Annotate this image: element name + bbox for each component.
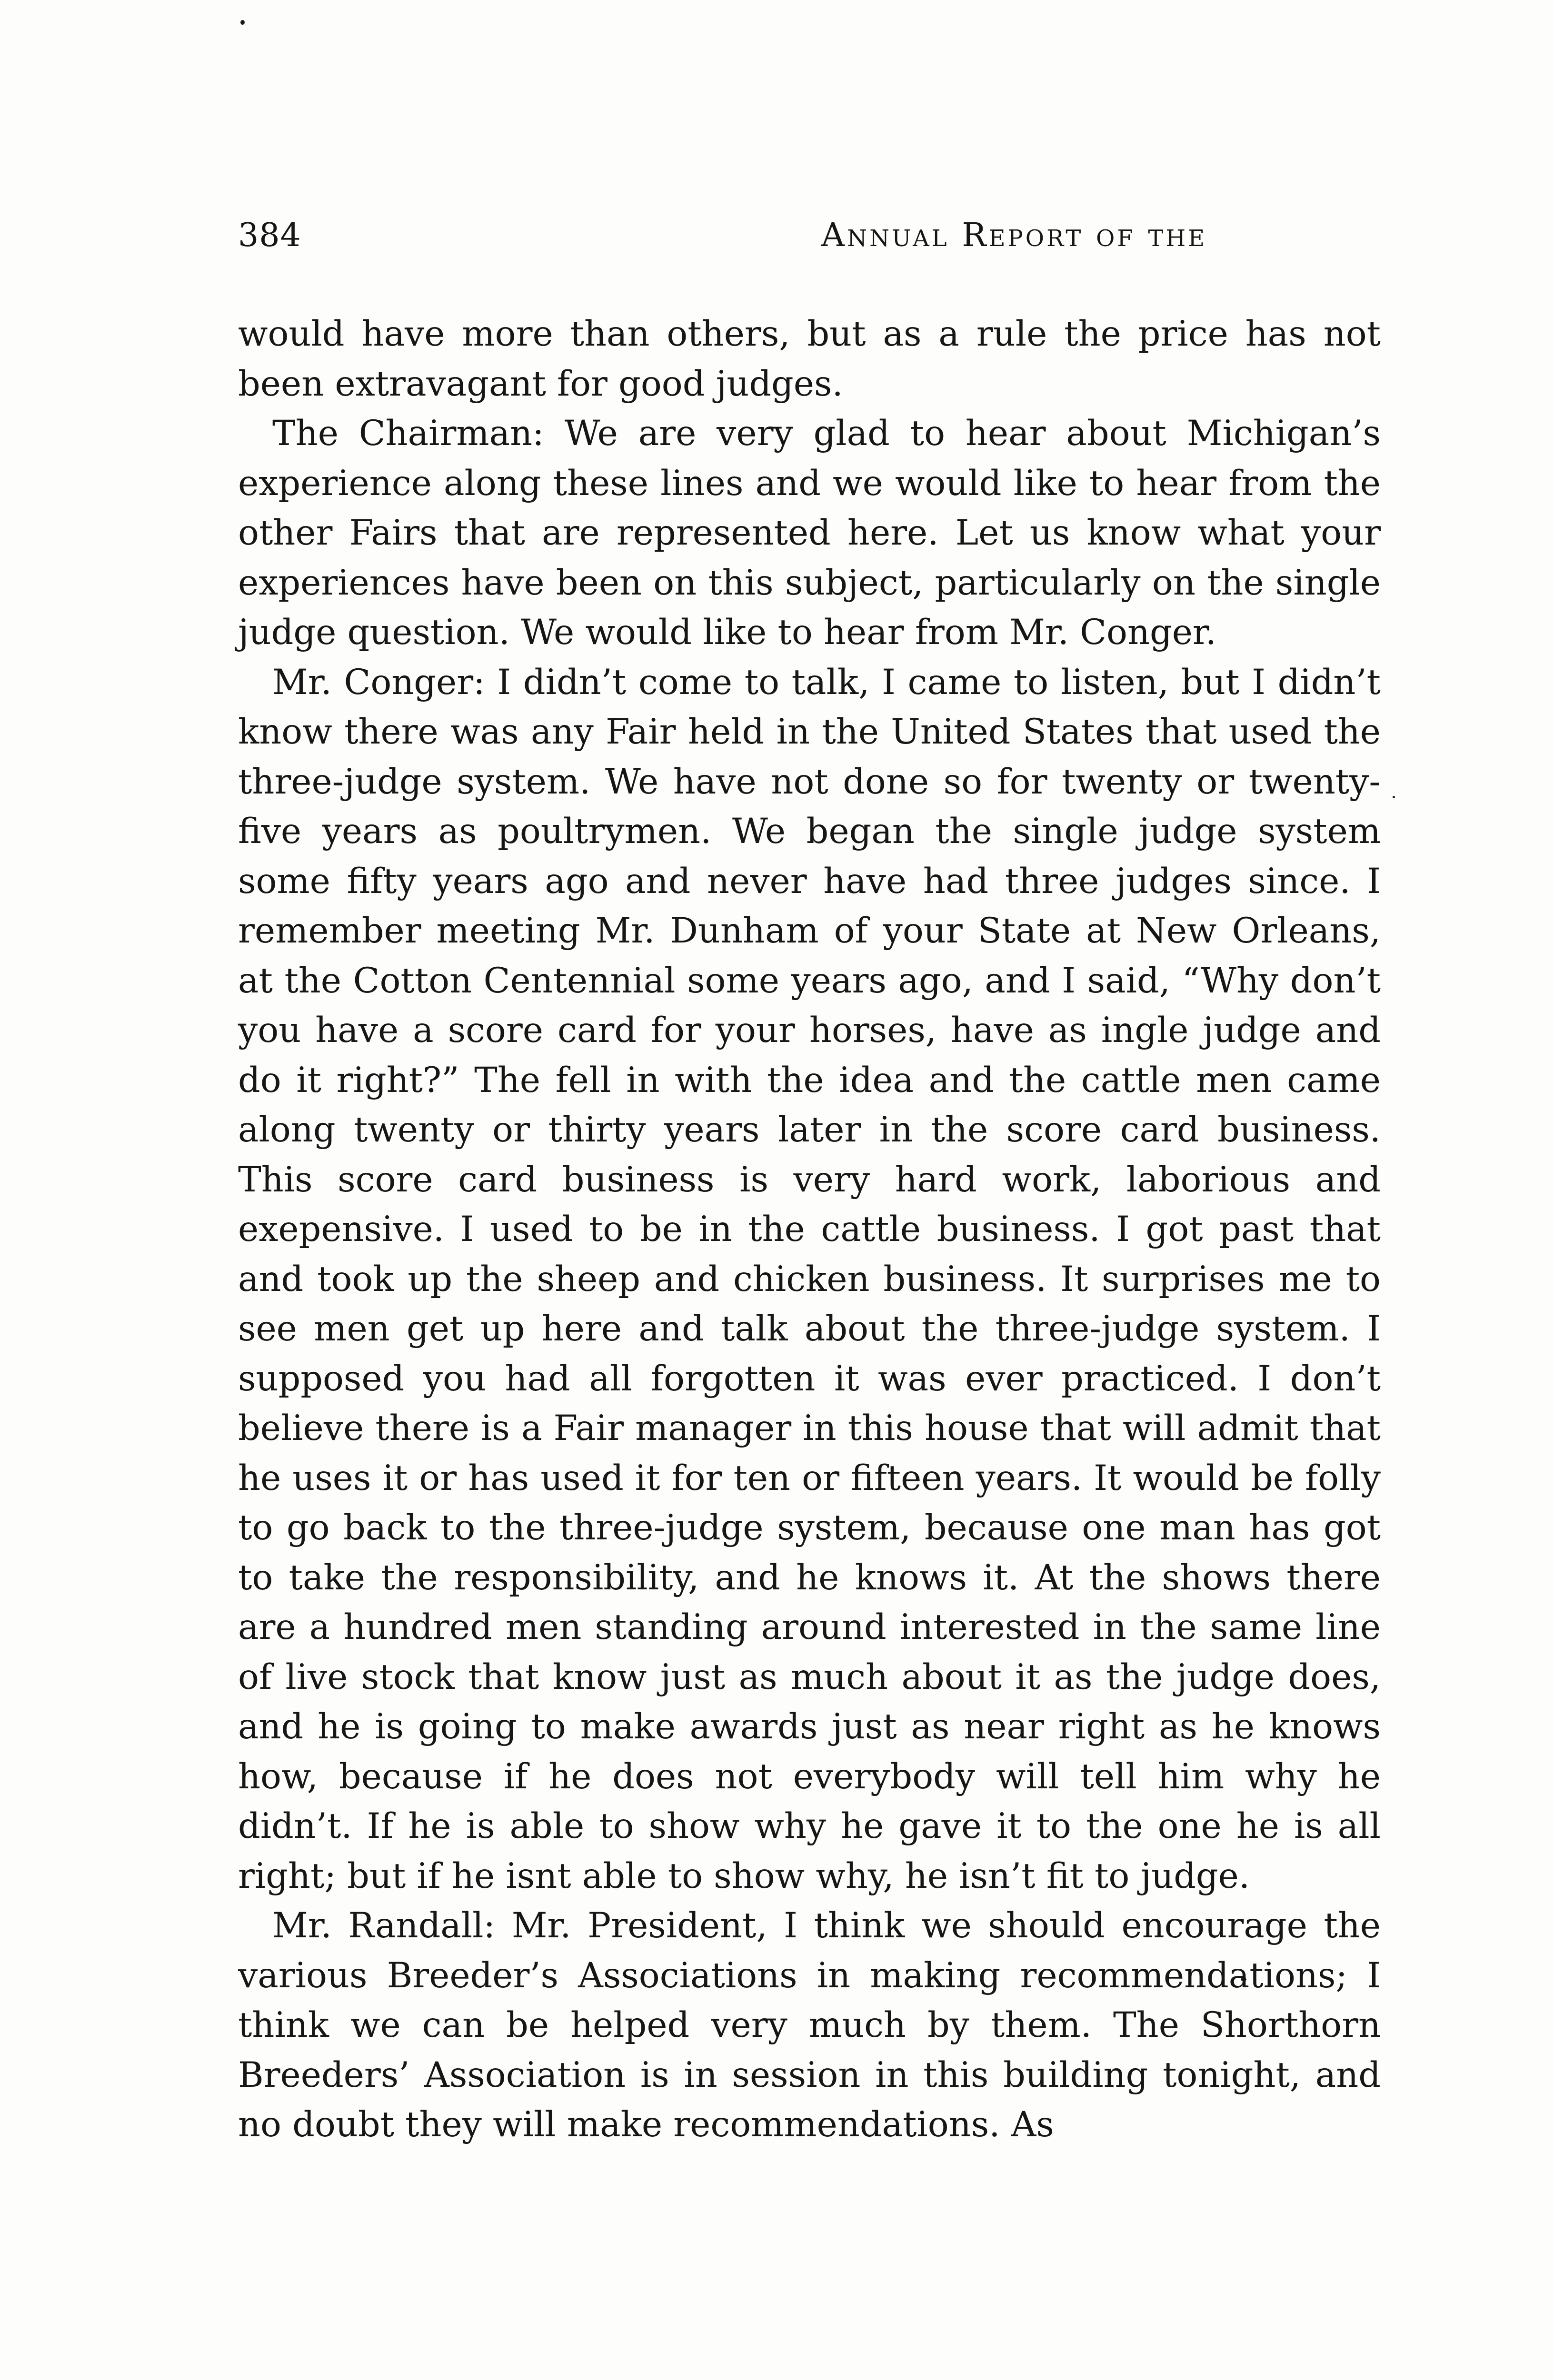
running-head: Annual Report of the xyxy=(821,217,1207,254)
page-number: 384 xyxy=(238,217,301,254)
paragraph-randall: Mr. Randall: Mr. President, I think we should encourage the various Breeder’s Associations in making recommendations; I think we can be helped very much by them. The Shorthorn Breeders’ Association is in session in this building tonight, and no doubt they will make recommendations. As xyxy=(238,1905,1381,2145)
body-text xyxy=(238,309,1381,2150)
paragraph-chairman: The Chairman: We are very glad to hear about Michigan’s experience along these lines and we would like to hear from the other Fairs that are represented here. Let us know what your experiences have been on this subject, particularly on the single judge question. We would like to hear from Mr. Conger. xyxy=(238,413,1381,653)
paragraph-continued: would have more than others, but as a rule the price has not been extravagant for good judges. xyxy=(238,314,1381,404)
ink-speck xyxy=(1393,796,1395,798)
ink-speck xyxy=(240,20,245,25)
page-header xyxy=(238,217,1381,269)
paragraph-conger: Mr. Conger: I didn’t come to talk, I came to listen, but I didn’t know there was any Fair held in the United States that used the three-judge system. We have not done so for twenty or twenty-five years as poultrymen. We began the single judge system some fifty years ago and never have had three judges since. I remember meeting Mr. Dunham of your State at New Orleans, at the Cotton Centennial some years ago, and I said, “Why don’t you have a score card for your horses, have as ingle judge and do it right?” The fell in with the idea and the cattle men came along twenty or thirty years later in the score card business. This score card business is very hard work, laborious and exepensive. I used to be in the cattle business. I got past that and took up the sheep and chicken business. It surprises me to see men get up here and talk about the three-judge system. I supposed you had all forgotten it was ever practiced. I don’t believe there is a Fair manager in this house that will admit that he uses it or has used it for ten or fifteen years. It would be folly to go back to the three-judge system, because one man has got to take the responsibility, and he knows it. At the shows there are a hundred men standing around interested in the same line of live stock that know just as much about it as the judge does, and he is going to make awards just as near right as he knows how, because if he does not everybody will tell him why he didn’t. If he is able to show why he gave it to the one he is all right; but if he isnt able to show why, he isn’t fit to judge. xyxy=(238,662,1381,1896)
